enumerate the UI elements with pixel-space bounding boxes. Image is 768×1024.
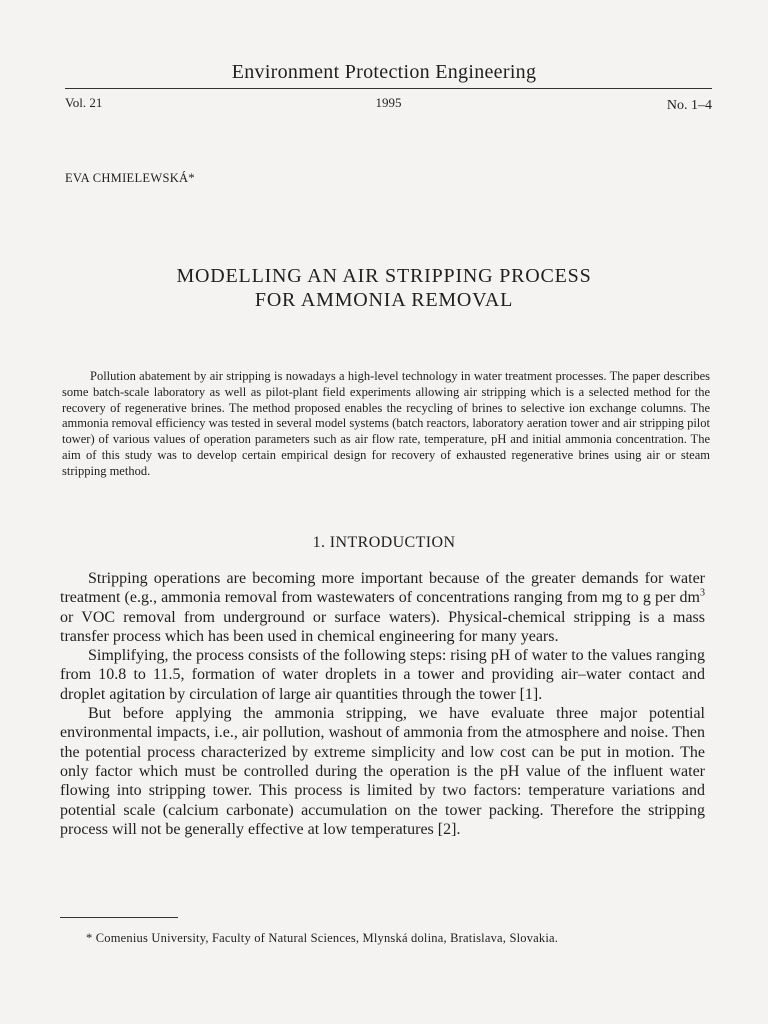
section-heading: 1. INTRODUCTION <box>312 534 456 551</box>
superscript-3: 3 <box>700 587 705 599</box>
header-rule <box>65 88 712 89</box>
paper-title-line-1: MODELLING AN AIR STRIPPING PROCESS <box>176 265 592 287</box>
year-label: 1995 <box>375 95 402 110</box>
journal-title: Environment Protection Engineering <box>231 61 537 83</box>
author-name: EVA CHMIELEWSKÁ* <box>65 171 195 185</box>
issue-info <box>65 95 712 115</box>
abstract: Pollution abatement by air stripping is nowadays a high-level technology in water treatment processes. The paper describes some batch-scale laboratory as well as pilot-plant field experiments allowing air stripping which is a selected method for the recovery of regenerative brines. The method proposed enables the recycling of brines to selective ion exchange columns. The ammonia removal efficiency was tested in several model systems (batch reactors, laboratory aeration tower and air stripping pilot tower) of various values of operation parameters such as air flow rate, temperature, pH and initial ammonia concentration. The aim of this study was to develop certain empirical design for recovery of exhausted regenerative brines using air or steam stripping method. <box>62 369 710 478</box>
paragraph-3: But before applying the ammonia stripping, we have evaluate three major potential environmental impacts, i.e., air pollution, washout of ammonia from the atmosphere and noise. Then the potential process characterized by extreme simplicity and low cost can be put in motion. The only factor which must be controlled during the operation is the pH value of the influent water flowing into stripping tower. This process is limited by two factors: temperature variations and potential scale (calcium carbonate) accumulation on the tower packing. Therefore the stripping process will not be generally effective at low temperatures [2]. <box>60 705 705 838</box>
paragraph-2: Simplifying, the process consists of the following steps: rising pH of water to the values ranging from 10.8 to 11.5, formation of water droplets in a tower and providing air–water contact and droplet agitation by circulation of large air quantities through the tower [1]. <box>60 647 705 703</box>
volume-label: Vol. 21 <box>65 95 103 110</box>
footnote: * Comenius University, Faculty of Natural Sciences, Mlynská dolina, Bratislava, Slovakia. <box>86 931 559 945</box>
paragraph-1-text-a: Stripping operations are becoming more important because of the greater demands for water treatment (e.g., ammonia removal from wastewaters of concentrations ranging from mg to g per dm <box>60 570 705 607</box>
paragraph-1 <box>60 569 705 646</box>
section-body <box>60 569 705 839</box>
issue-number-label: No. 1–4 <box>666 98 712 113</box>
paper-title <box>0 264 768 312</box>
footnote-rule <box>60 917 178 918</box>
paragraph-1-text-b: or VOC removal from underground or surface waters). Physical-chemical stripping is a mass transfer process which has been used in chemical engineering for many years. <box>60 608 705 645</box>
paper-title-line-2: FOR AMMONIA REMOVAL <box>254 289 514 311</box>
